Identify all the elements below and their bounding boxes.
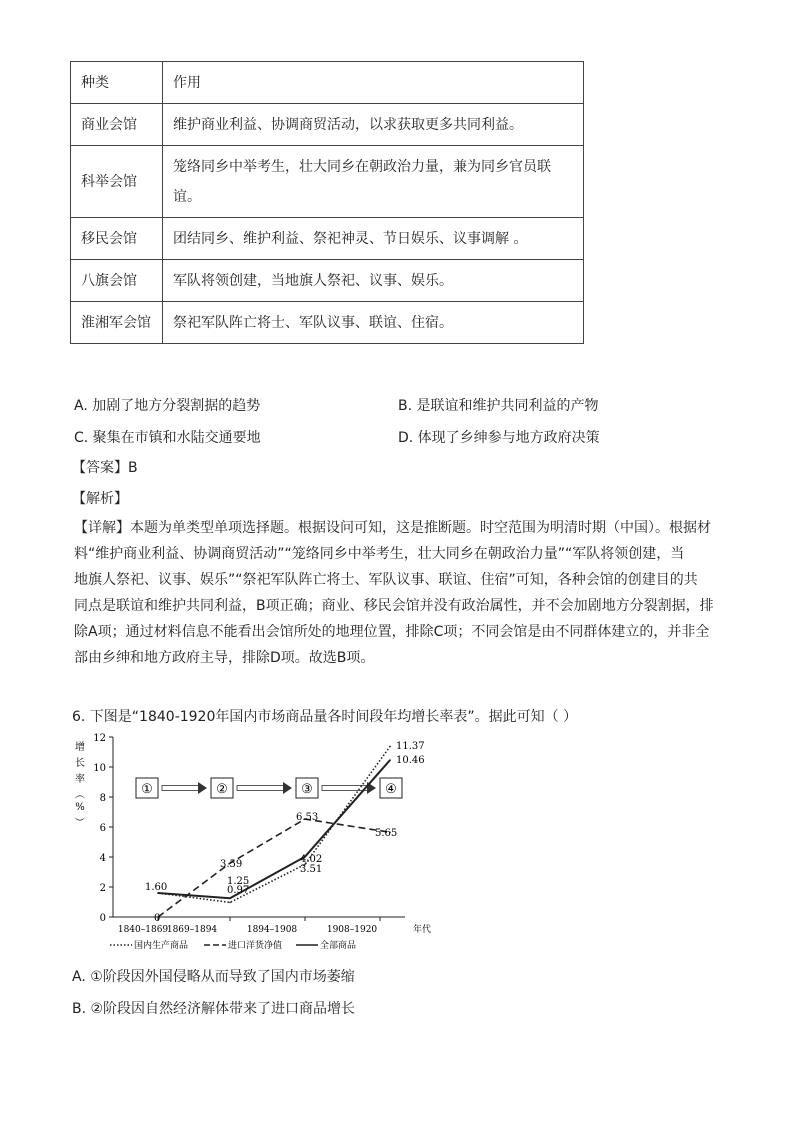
series-point bbox=[389, 759, 391, 761]
data-label: 0 bbox=[154, 913, 161, 924]
table-row bbox=[71, 104, 584, 146]
stage-label: ① bbox=[141, 782, 153, 797]
cell-type: 科举会馆 bbox=[71, 146, 163, 218]
cell-role: 笼络同乡中举考生，壮大同乡在朝政治力量，兼为同乡官员联谊。 bbox=[163, 146, 584, 218]
data-label: 1.60 bbox=[145, 882, 168, 893]
data-label: 3.51 bbox=[300, 864, 323, 875]
y-axis-label-char: 增 bbox=[75, 742, 85, 753]
x-tick-label: 1908–1920 bbox=[326, 925, 378, 935]
detail-line: 除A项；通过材料信息不能看出会馆所处的地理位置，排除C项；不同会馆是由不同群体建立的，并非全 bbox=[74, 624, 710, 640]
y-tick-label: 4 bbox=[99, 853, 106, 864]
stage-arrow-head bbox=[198, 782, 207, 794]
y-tick-label: 8 bbox=[99, 793, 106, 804]
table-header-row bbox=[71, 62, 584, 104]
stage-arrow-shaft bbox=[162, 786, 199, 791]
x-tick-label: 1894–1908 bbox=[246, 925, 298, 935]
series-line bbox=[158, 760, 390, 898]
question-6-stem: 6. 下图是“1840-1920年国内市场商品量各时间段年均增长率表”。据此可知（ ） bbox=[72, 709, 578, 725]
cell-role: 祭祀军队阵亡将士、军队议事、联谊、住宿。 bbox=[163, 302, 584, 344]
y-axis-label-char: ） bbox=[73, 817, 84, 827]
series-point bbox=[389, 746, 391, 748]
question-6-option-a: A. ①阶段因外国侵略从而导致了国内市场萎缩 bbox=[72, 969, 355, 985]
stage-label: ③ bbox=[301, 782, 313, 797]
x-axis-label: 年代 bbox=[412, 925, 432, 935]
option-a: A. 加剧了地方分裂割据的趋势 bbox=[74, 398, 261, 414]
y-tick-label: 2 bbox=[99, 883, 106, 894]
data-label: 11.37 bbox=[396, 741, 425, 752]
cell-role: 维护商业利益、协调商贸活动，以求获取更多共同利益。 bbox=[163, 104, 584, 146]
cell-type: 八旗会馆 bbox=[71, 260, 163, 302]
stage-label: ② bbox=[216, 782, 228, 797]
series-line bbox=[158, 819, 390, 917]
cell-role: 团结同乡、维护利益、祭祀神灵、节日娱乐、议事调解 。 bbox=[163, 218, 584, 260]
stage-arrow-head bbox=[283, 782, 292, 794]
stage-label: ④ bbox=[385, 782, 397, 797]
cell-type: 移民会馆 bbox=[71, 218, 163, 260]
table-row bbox=[71, 302, 584, 344]
detail-line: 料“维护商业利益、协调商贸活动”“笼络同乡中举考生，壮大同乡在朝政治力量”“军队将领创建，当 bbox=[74, 546, 685, 562]
detail-line: 同点是联谊和维护共同利益，B项正确；商业、移民会馆并没有政治属性，并不会加剧地方分裂割据，排 bbox=[74, 598, 714, 614]
series-line bbox=[158, 746, 390, 902]
y-tick-label: 0 bbox=[99, 913, 106, 924]
option-d: D. 体现了乡绅参与地方政府决策 bbox=[398, 430, 600, 446]
growth-rate-chart bbox=[70, 730, 450, 965]
data-label: 4.02 bbox=[300, 854, 323, 865]
data-label: 0.97 bbox=[227, 885, 250, 896]
option-c: C. 聚集在市镇和水陆交通要地 bbox=[74, 430, 261, 446]
detail-explanation bbox=[74, 515, 724, 671]
legend-label: 全部商品 bbox=[320, 941, 357, 951]
cell-role: 军队将领创建，当地旗人祭祀、议事、娱乐。 bbox=[163, 260, 584, 302]
y-axis-label-char: （ bbox=[73, 789, 84, 799]
y-axis-label-char: % bbox=[75, 802, 85, 813]
table-row bbox=[71, 218, 584, 260]
x-tick-label: 1840–1869 bbox=[117, 925, 169, 935]
option-b: B. 是联谊和维护共同利益的产物 bbox=[398, 398, 599, 414]
cell-type: 淮湘军会馆 bbox=[71, 302, 163, 344]
data-label: 6.53 bbox=[296, 812, 319, 823]
data-label: 1.25 bbox=[227, 876, 250, 887]
header-type: 种类 bbox=[71, 62, 163, 104]
legend-label: 进口洋货净值 bbox=[228, 941, 283, 951]
analysis-label: 【解析】 bbox=[72, 491, 128, 507]
y-tick-label: 10 bbox=[93, 763, 106, 774]
table-row bbox=[71, 146, 584, 218]
detail-line: 【详解】本题为单类型单项选择题。根据设问可知，这是推断题。时空范围为明清时期（中国）。根据材 bbox=[74, 520, 711, 536]
question-6-option-b: B. ②阶段因自然经济解体带来了进口商品增长 bbox=[72, 1001, 356, 1017]
cell-type: 商业会馆 bbox=[71, 104, 163, 146]
legend-label: 国内生产商品 bbox=[134, 941, 189, 951]
y-tick-label: 12 bbox=[93, 733, 106, 744]
guild-table bbox=[70, 61, 584, 344]
series-point bbox=[229, 902, 231, 904]
answer-label: 【答案】B bbox=[72, 460, 138, 476]
detail-line: 部由乡绅和地方政府主导，排除D项。故选B项。 bbox=[74, 650, 375, 666]
y-tick-label: 6 bbox=[99, 823, 106, 834]
header-role: 作用 bbox=[163, 62, 584, 104]
table-row bbox=[71, 260, 584, 302]
series-point bbox=[229, 897, 231, 899]
stage-arrow-shaft bbox=[237, 786, 284, 791]
data-label: 10.46 bbox=[396, 755, 425, 766]
detail-line: 地旗人祭祀、议事、娱乐”“祭祀军队阵亡将士、军队议事、联谊、住宿”可知，各种会馆的创建目的共 bbox=[74, 572, 698, 588]
y-axis-label-char: 率 bbox=[75, 774, 85, 785]
y-axis-label-char: 长 bbox=[75, 758, 85, 769]
x-tick-label: 1869–1894 bbox=[166, 925, 218, 935]
data-label: 5.65 bbox=[375, 828, 398, 839]
data-label: 3.59 bbox=[220, 859, 243, 870]
